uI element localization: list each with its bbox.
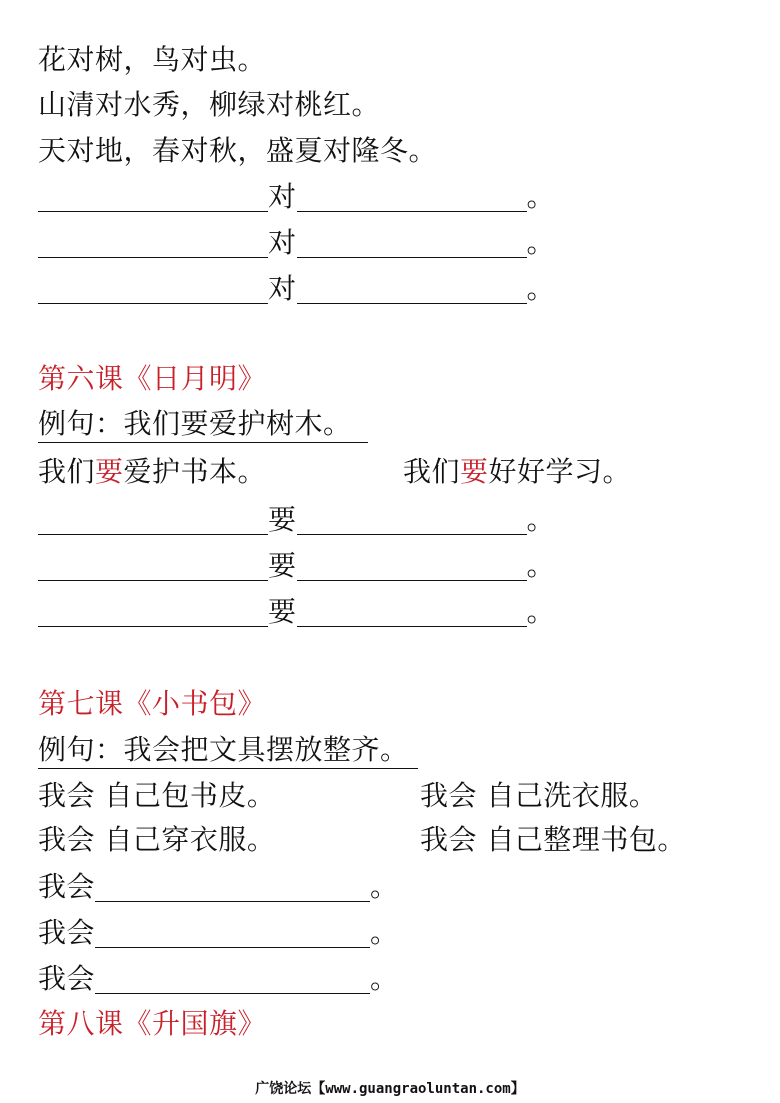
answer-blank[interactable] — [95, 900, 370, 902]
period: 。 — [526, 226, 556, 259]
lesson-7-sample-1: 我会 自己包书皮。 — [38, 779, 276, 812]
sample-text: 我们 — [38, 455, 96, 488]
fill-word: 对 — [268, 272, 297, 305]
fill-row-dui-1 — [38, 177, 555, 217]
period: 。 — [526, 180, 556, 213]
couplet-line-1: 花对树，鸟对虫。 — [38, 43, 267, 76]
answer-blank[interactable] — [95, 992, 370, 994]
couplet-line-3: 天对地，春对秋，盛夏对隆冬。 — [38, 134, 438, 167]
fill-word: 要 — [268, 595, 297, 628]
answer-blank[interactable] — [38, 533, 268, 535]
answer-blank[interactable] — [38, 302, 268, 304]
lesson-7-sample-4: 我会 自己整理书包。 — [420, 823, 686, 856]
answer-blank[interactable] — [95, 946, 370, 948]
lesson-6-sample-2 — [403, 452, 631, 492]
answer-blank[interactable] — [297, 302, 527, 304]
lesson-6-title: 第六课《日月明》 — [38, 362, 267, 395]
lesson-7-sample-3: 我会 自己穿衣服。 — [38, 823, 276, 856]
lesson-7-example: 例句：我会把文具摆放整齐。 — [38, 733, 409, 766]
period: 。 — [370, 962, 399, 995]
fill-word: 对 — [268, 226, 297, 259]
fill-word: 要 — [268, 549, 297, 582]
lesson-6-example: 例句：我们要爱护树木。 — [38, 407, 352, 440]
fill-row-dui-3 — [38, 269, 555, 309]
fill-row-yao-1 — [38, 500, 555, 540]
answer-blank[interactable] — [297, 533, 527, 535]
fill-row-wohui-2 — [38, 913, 399, 953]
sample-text: 爱护书本。 — [123, 455, 267, 488]
keyword-highlight: 要 — [460, 455, 489, 488]
fill-row-dui-2 — [38, 223, 555, 263]
lesson-6-sample-1 — [38, 452, 266, 492]
fill-row-wohui-1 — [38, 867, 399, 907]
answer-blank[interactable] — [297, 210, 527, 212]
sample-text: 好好学习。 — [488, 455, 632, 488]
lesson-8-title: 第八课《升国旗》 — [38, 1007, 267, 1040]
period: 。 — [526, 595, 556, 628]
lesson-7-sample-2: 我会 自己洗衣服。 — [420, 779, 658, 812]
fill-row-yao-3 — [38, 592, 555, 632]
fill-word: 要 — [268, 503, 297, 536]
answer-blank[interactable] — [297, 625, 527, 627]
fill-prefix: 我会 — [38, 962, 96, 995]
answer-blank[interactable] — [297, 579, 527, 581]
couplet-line-2: 山清对水秀，柳绿对桃红。 — [38, 88, 381, 121]
sample-text: 我们 — [403, 455, 461, 488]
period: 。 — [370, 916, 399, 949]
answer-blank[interactable] — [38, 256, 268, 258]
footer-watermark: 广饶论坛【www.guangraoluntan.com】 — [255, 1081, 525, 1097]
example-underline — [38, 442, 368, 443]
fill-word: 对 — [268, 180, 297, 213]
lesson-7-title: 第七课《小书包》 — [38, 687, 267, 720]
keyword-highlight: 要 — [95, 455, 124, 488]
period: 。 — [526, 503, 556, 536]
period: 。 — [370, 870, 399, 903]
period: 。 — [526, 272, 556, 305]
answer-blank[interactable] — [297, 256, 527, 258]
period: 。 — [526, 549, 556, 582]
fill-row-yao-2 — [38, 546, 555, 586]
answer-blank[interactable] — [38, 210, 268, 212]
answer-blank[interactable] — [38, 579, 268, 581]
example-underline — [38, 768, 418, 769]
fill-prefix: 我会 — [38, 916, 96, 949]
fill-row-wohui-3 — [38, 959, 399, 999]
fill-prefix: 我会 — [38, 870, 96, 903]
answer-blank[interactable] — [38, 625, 268, 627]
